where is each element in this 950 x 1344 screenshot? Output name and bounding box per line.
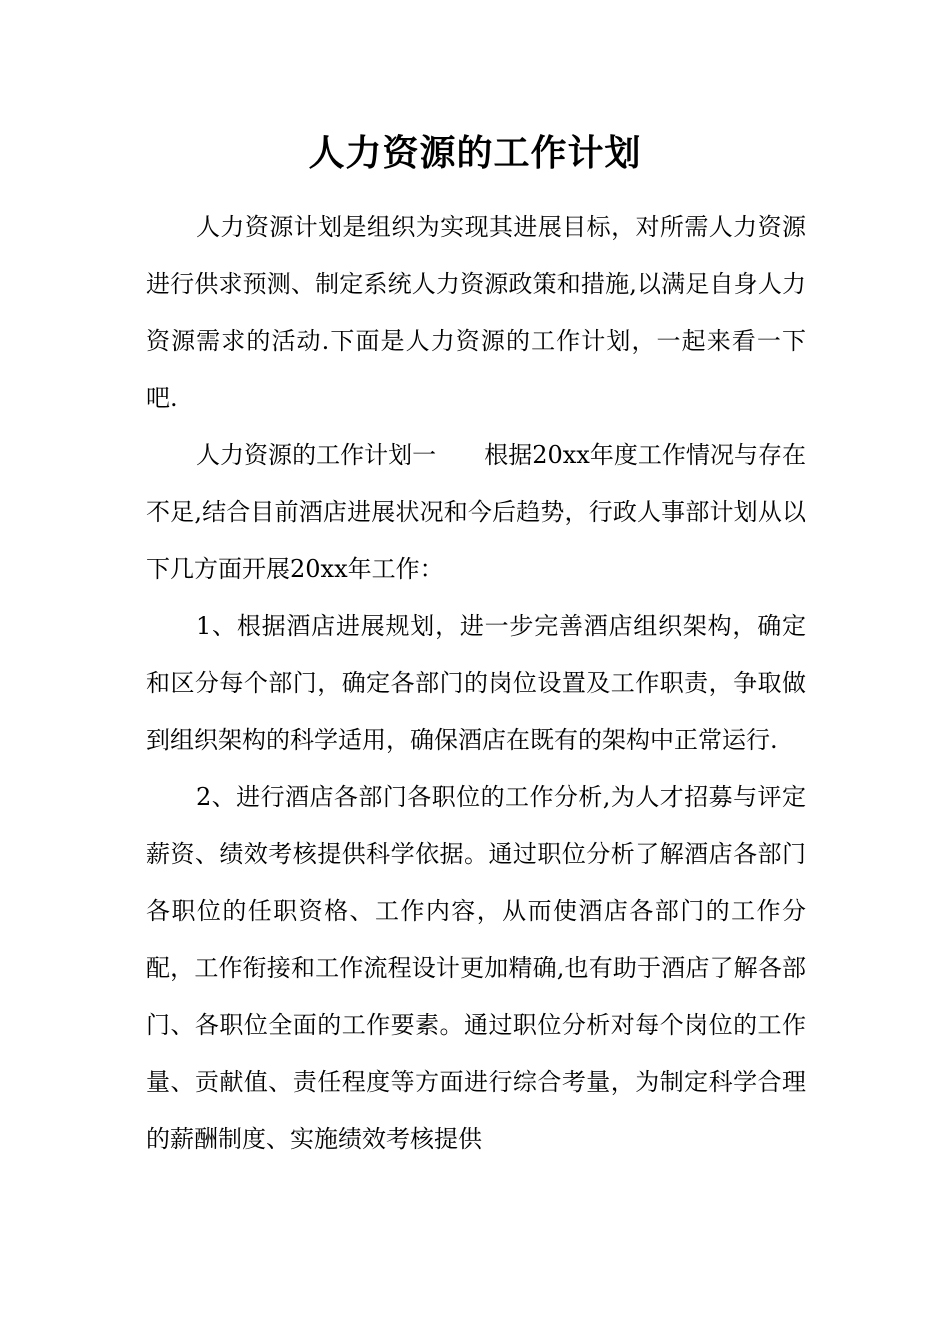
document-body [146,199,806,1168]
paragraph-plan-one: 人力资源的工作计划一 根据20xx年度工作情况与存在不足,结合目前酒店进展状况和今后趋势，行政人事部计划从以下几方面开展20xx年工作： [146,441,806,583]
document-title: 人力资源的工作计划 [308,133,642,174]
paragraph-intro: 人力资源计划是组织为实现其进展目标，对所需人力资源进行供求预测、制定系统人力资源政策和措施,以满足自身人力资源需求的活动.下面是人力资源的工作计划，一起来看一下吧. [146,213,806,412]
paragraph-item-1: 1、根据酒店进展规划，进一步完善酒店组织架构，确定和区分每个部门，确定各部门的岗位设置及工作职责，争取做到组织架构的科学适用，确保酒店在既有的架构中正常运行. [146,612,806,754]
paragraph-item-2: 2、进行酒店各部门各职位的工作分析,为人才招募与评定薪资、绩效考核提供科学依据。通过职位分析了解酒店各部门各职位的任职资格、工作内容，从而使酒店各部门的工作分配，工作衔接和工作流程设计更加精确,也有助于酒店了解各部门、各职位全面的工作要素。通过职位分析对每个岗位的工作量、贡献值、责任程度等方面进行综合考量，为制定科学合理的薪酬制度、实施绩效考核提供 [146,783,806,1153]
